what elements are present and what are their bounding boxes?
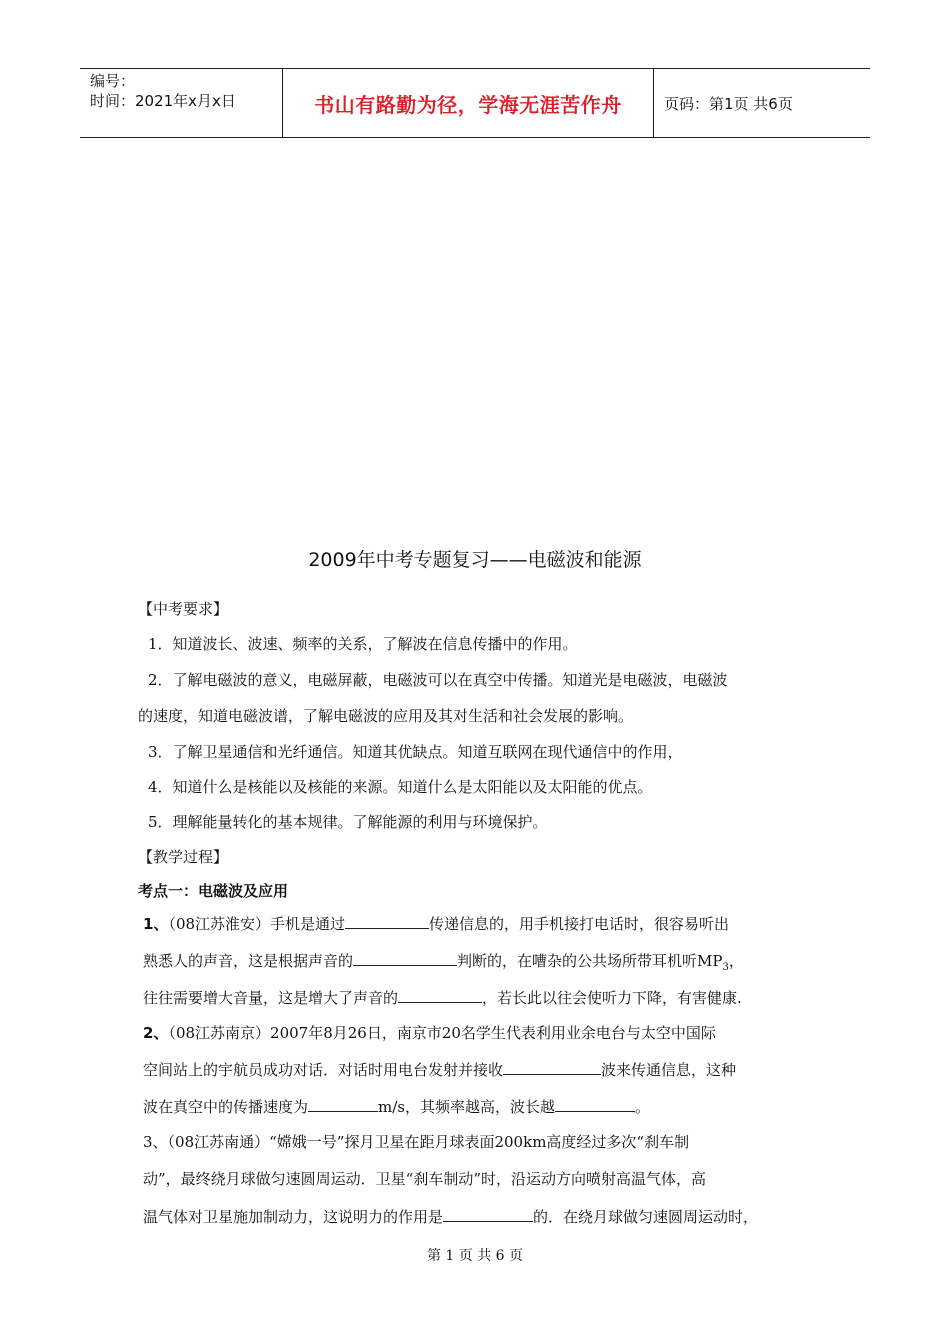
- q1-text-c: 熟悉人的声音，这是根据声音的: [143, 952, 354, 970]
- question-1-line-3: [143, 987, 742, 1009]
- q2-text-d: 波在真空中的传播速度为: [143, 1098, 309, 1116]
- document-header: [80, 68, 870, 138]
- q1-blank-2[interactable]: [353, 950, 457, 966]
- page-footer: 第 1 页 共 6 页: [426, 1248, 524, 1264]
- q2-text-e: m/s，其频率越高，波长越: [378, 1098, 555, 1116]
- question-3-line-2: 动”，最终绕月球做匀速圆周运动．卫星“刹车制动”时，沿运动方向喷射高温气体，高: [143, 1170, 707, 1188]
- question-3-number: 3、: [143, 1133, 168, 1151]
- q1-text-b: 传递信息的，用手机接打电话时，很容易听出: [429, 915, 730, 933]
- process-heading: 【教学过程】: [138, 848, 229, 866]
- q3-text-a: （08江苏南通）“嫦娥一号”探月卫星在距月球表面200km高度经过多次“刹车制: [167, 1133, 690, 1151]
- q2-text-f: 。: [635, 1098, 651, 1116]
- requirements-heading: 【中考要求】: [138, 600, 229, 618]
- question-3-line-1: [143, 1131, 689, 1153]
- q1-text-g: ，若长此以往会使听力下降，有害健康.: [482, 989, 742, 1007]
- question-2-line-2: [143, 1059, 736, 1081]
- q1-text-a: （08江苏淮安）手机是通过: [168, 915, 346, 933]
- q1-text-f: 往往需要增大音量，这是增大了声音的: [143, 989, 399, 1007]
- q3-text-b: 温气体对卫星施加制动力，这说明力的作用是: [143, 1208, 444, 1226]
- requirement-item-4: 4．知道什么是核能以及核能的来源。知道什么是太阳能以及太阳能的优点。: [148, 778, 653, 796]
- header-page-info: 页码：第1页 共6页: [664, 94, 793, 113]
- q2-blank-2[interactable]: [308, 1096, 378, 1112]
- q2-text-b: 空间站上的宇航员成功对话．对话时用电台发射并接收: [143, 1061, 504, 1079]
- q1-text-d: 判断的，在嘈杂的公共场所带耳机听MP: [457, 952, 723, 970]
- question-2-number: 2、: [143, 1024, 169, 1042]
- q1-subscript: 3: [722, 962, 729, 973]
- question-2-line-1: [143, 1022, 716, 1044]
- question-1-number: 1、: [143, 915, 169, 933]
- requirement-item-1: 1．知道波长、波速、频率的关系，了解波在信息传播中的作用。: [148, 635, 578, 653]
- question-1-line-2: [143, 950, 744, 979]
- question-3-line-3: [143, 1206, 758, 1228]
- q2-text-c: 波来传通信息，这种: [601, 1061, 737, 1079]
- requirement-item-2: 2．了解电磁波的意义，电磁屏蔽，电磁波可以在真空中传播。知道光是电磁波，电磁波: [148, 671, 728, 689]
- header-motto: 书山有路勤为径，学海无涯苦作舟: [282, 69, 654, 137]
- time-label: 时间：2021年x月x日: [90, 92, 236, 110]
- question-2-line-3: [143, 1096, 650, 1118]
- requirement-item-3: 3．了解卫星通信和光纤通信。知道其优缺点。知道互联网在现代通信中的作用，: [148, 743, 683, 761]
- q3-text-c: 的．在绕月球做匀速圆周运动时，: [533, 1208, 759, 1226]
- q1-text-e: ，: [728, 952, 744, 970]
- question-1-line-1: [143, 913, 729, 935]
- topic-1-heading: 考点一：电磁波及应用: [138, 882, 289, 900]
- q3-blank-1[interactable]: [443, 1206, 533, 1222]
- number-label: 编号：: [90, 72, 136, 90]
- q2-text-a: （08江苏南京）2007年8月26日，南京市20名学生代表利用业余电台与太空中国际: [168, 1024, 716, 1042]
- requirement-item-2-cont: 的速度，知道电磁波谱，了解电磁波的应用及其对生活和社会发展的影响。: [138, 707, 634, 725]
- header-meta: [80, 69, 282, 137]
- q2-blank-1[interactable]: [503, 1059, 601, 1075]
- q1-blank-1[interactable]: [345, 913, 429, 929]
- document-title: 2009年中考专题复习——电磁波和能源: [308, 549, 642, 571]
- q2-blank-3[interactable]: [555, 1096, 635, 1112]
- requirement-item-5: 5．理解能量转化的基本规律。了解能源的利用与环境保护。: [148, 813, 548, 831]
- q1-blank-3[interactable]: [398, 987, 482, 1003]
